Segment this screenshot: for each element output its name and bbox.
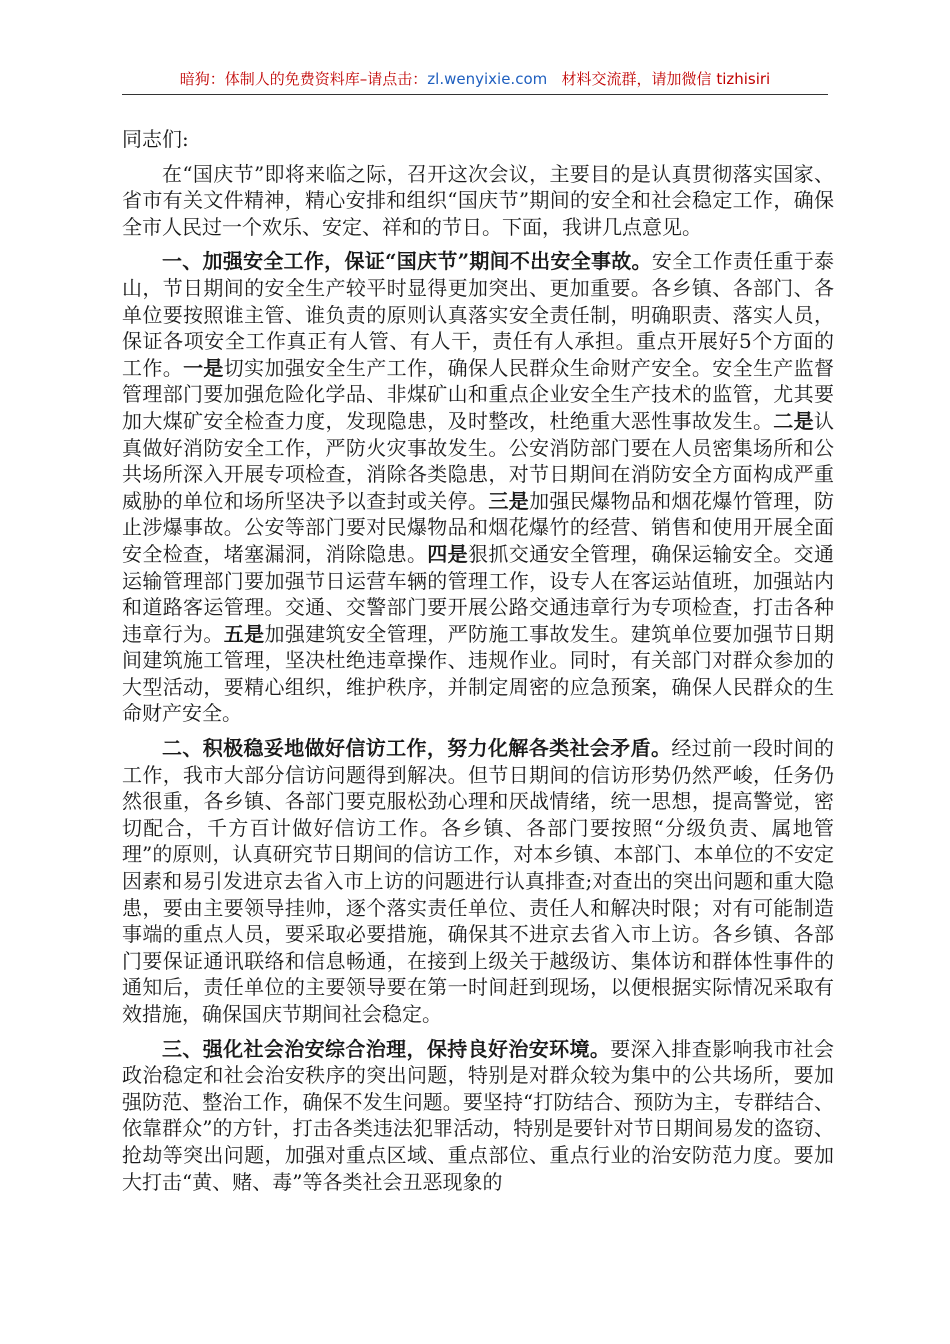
header-site-name: 暗狗：体制人的免费资料库 xyxy=(179,70,360,88)
section-1-marker-1: 一是 xyxy=(183,355,224,380)
section-1-marker-4: 四是 xyxy=(427,541,469,566)
section-1-text-a: 安全工作责任重于泰山，节日期间的安全生产较平时显得更加突出、更加重要。各乡镇、各部门、各单位要按照谁主管、谁负责的原则认真落实安全责任制，明确职责、落实人员，保证各项安全工作真正有人管、有人干，责任有人承担。重点开展好5个方面的工作。 xyxy=(122,249,835,380)
document-body xyxy=(122,126,834,1203)
page-header xyxy=(122,68,828,95)
section-2-text: 经过前一段时间的工作，我市大部分信访问题得到解决。但节日期间的信访形势仍然严峻，任务仍然很重，各乡镇、各部门要克服松劲心理和厌战情绪，统一思想，提高警觉，密切配合，千方百计做好信访工作。各乡镇、各部门要按照“分级负责、属地管理”的原则，认真研究节日期间的信访工作，对本乡镇、本部门、本单位的不安定因素和易引发进京去省入市上访的问题进行认真排查;对查出的突出问题和重大隐患，要由主要领导挂帅，逐个落实责任单位、责任人和解决时限；对有可能制造事端的重点人员，要采取必要措施，确保其不进京去省入市上访。各乡镇、各部门要保证通讯联络和信息畅通，在接到上级关于越级访、集体访和群体性事件的通知后，责任单位的主要领导要在第一时间赶到现场，以便根据实际情况采取有效措施，确保国庆节期间社会稳定。 xyxy=(122,736,834,1026)
section-1-heading: 一、加强安全工作，保证“国庆节”期间不出安全事故。 xyxy=(162,249,652,274)
section-1-text-b: 切实加强安全生产工作，确保人民群众生命财产安全。安全生产监督管理部门要加强危险化学品、非煤矿山和重点企业安全生产技术的监管，尤其要加大煤矿安全检查力度，发现隐患，及时整改，杜绝重大恶性事故发生。 xyxy=(122,355,835,433)
section-3-text: 要深入排查影响我市社会政治稳定和社会治安秩序的突出问题，特别是对群众较为集中的公共场所，要加强防范、整治工作，确保不发生问题。要坚持“打防结合、预防为主，专群结合、依靠群众”的方针，打击各类违法犯罪活动，特别是要针对节日期间易发的盗窃、抢劫等突出问题，加强对重点区域、重点部位、重点行业的治安防范力度。要加大打击“黄、赌、毒”等各类社会丑恶现象的 xyxy=(122,1036,834,1194)
section-3-paragraph xyxy=(122,1036,834,1196)
section-3-heading: 三、强化社会治安综合治理，保持良好治安环境。 xyxy=(162,1036,611,1061)
section-2-paragraph xyxy=(122,735,834,1028)
section-1-text-e: 狠抓交通安全管理，确保运输安全。交通运输管理部门要加强节日运营车辆的管理工作，设专人在客运站值班，加强站内和道路客运管理。交通、交警部门要开展公路交通违章行为专项检查，打击各种违章行为。 xyxy=(122,541,835,646)
section-2-heading: 二、积极稳妥地做好信访工作，努力化解各类社会矛盾。 xyxy=(162,736,672,761)
section-1-paragraph xyxy=(122,248,834,727)
section-1-marker-3: 三是 xyxy=(488,488,530,513)
section-1-text-d: 加强民爆物品和烟花爆竹管理，防止涉爆事故。公安等部门要对民爆物品和烟花爆竹的经营、销售和使用开展全面安全检查，堵塞漏洞，消除隐患。 xyxy=(122,488,835,566)
section-1-marker-5: 五是 xyxy=(223,621,265,646)
header-click-prompt: –请点击： xyxy=(359,70,428,88)
header-wechat-note: 材料交流群，请加微信 tizhisiri xyxy=(561,70,771,88)
greeting: 同志们: xyxy=(122,127,189,151)
intro-paragraph: 在“国庆节”即将来临之际，召开这次会议，主要目的是认真贯彻落实国家、省市有关文件精神，精心安排和组织“国庆节”期间的安全和社会稳定工作，确保全市人民过一个欢乐、安定、祥和的节日。下面，我讲几点意见。 xyxy=(122,161,834,239)
section-1-text-c: 认真做好消防安全工作，严防火灾事故发生。公安消防部门要在人员密集场所和公共场所深入开展专项检查，消除各类隐患，对节日期间在消防安全方面构成严重威胁的单位和场所坚决予以查封或关停。 xyxy=(122,408,835,513)
section-1-text-f: 加强建筑安全管理，严防施工事故发生。建筑单位要加强节日期间建筑施工管理，坚决杜绝违章操作、违规作业。同时，有关部门对群众参加的大型活动，要精心组织，维护秩序，并制定周密的应急预案，确保人民群众的生命财产安全。 xyxy=(122,621,835,726)
section-1-marker-2: 二是 xyxy=(773,408,815,433)
header-link[interactable]: zl.wenyixie.com xyxy=(427,70,548,88)
